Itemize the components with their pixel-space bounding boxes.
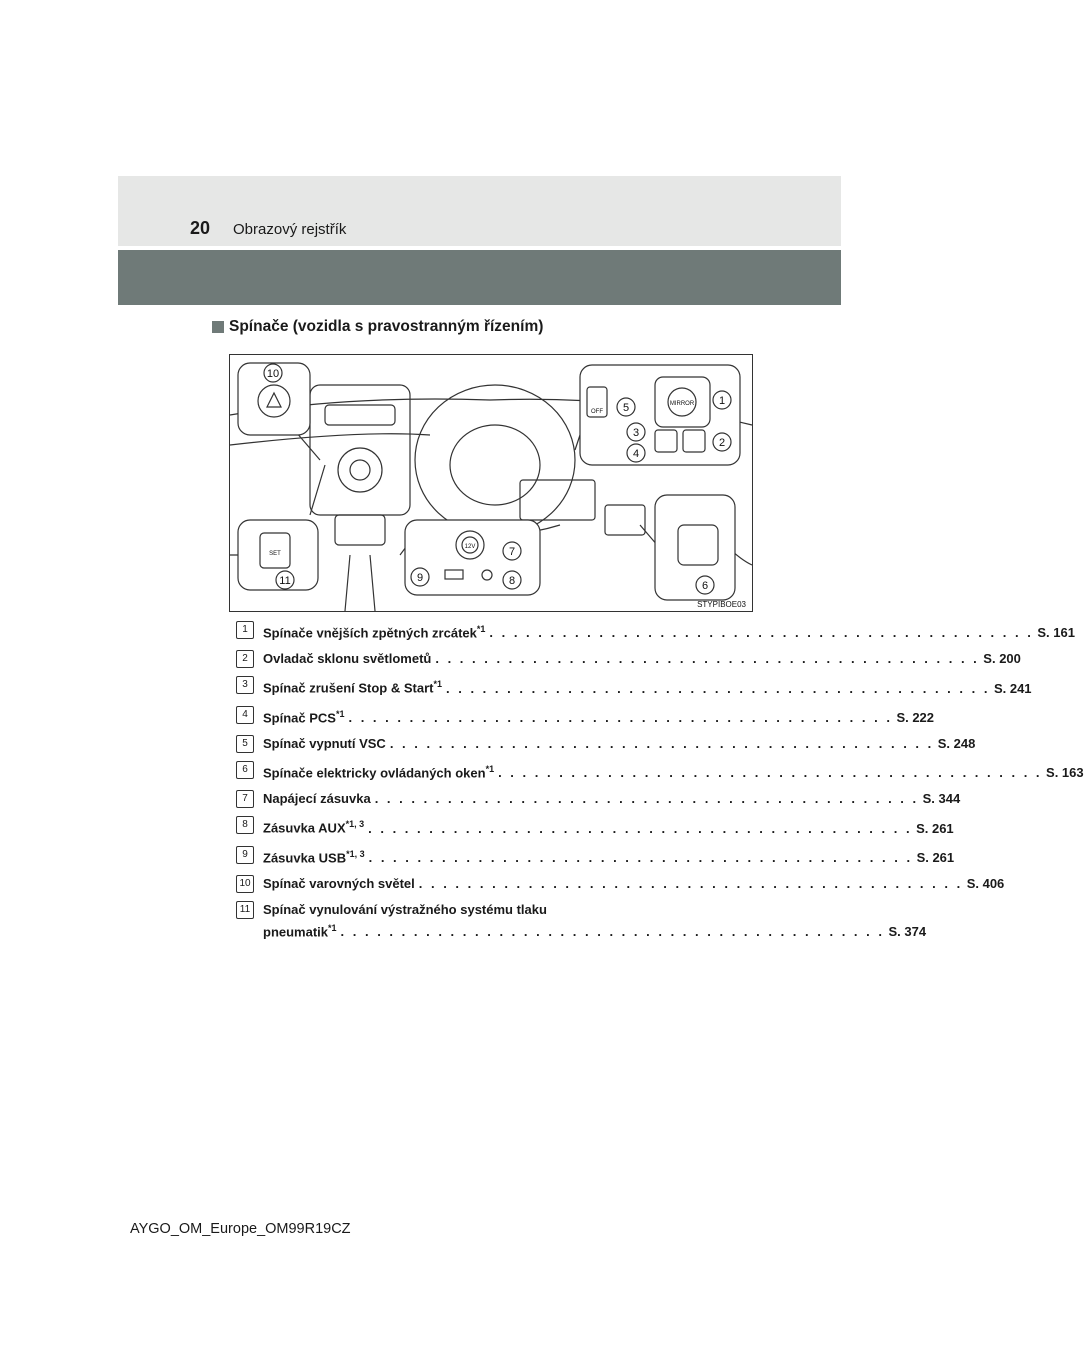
svg-text:10: 10 — [266, 368, 280, 380]
footnote-marker: *1 — [328, 922, 337, 933]
callout-2 — [713, 433, 731, 451]
header-band — [118, 176, 841, 246]
callout-1 — [713, 391, 731, 409]
item-text: Ovladač sklonu světlometů — [263, 651, 432, 667]
page-ref[interactable]: S. 161 — [1037, 625, 1075, 641]
svg-text:11: 11 — [279, 575, 291, 587]
callout-5 — [617, 398, 635, 416]
callout-9 — [411, 568, 429, 586]
callout-8 — [503, 571, 521, 589]
item-number: 4 — [236, 706, 254, 724]
item-text: Spínač PCS — [263, 709, 336, 725]
item-number: 5 — [236, 735, 254, 753]
item-text-continued: pneumatik — [263, 924, 329, 940]
callout-10 — [264, 364, 282, 382]
page-ref[interactable]: S. 344 — [922, 791, 961, 807]
panel-label-socket: 12V — [464, 544, 476, 550]
item-text: Spínač varovných světel — [263, 875, 415, 891]
item-text: Zásuvka USB — [263, 849, 347, 865]
callout-3 — [627, 423, 645, 441]
items-list — [236, 620, 1084, 948]
list-item: 11 Spínač vynulování výstražného systému tlaku pneumatik$^{*1}$ . . . . . . . . . . . . . . . . . . . . . . . . . . . . . . . . . . . . . . . . . . . . . S. 374 — [236, 900, 722, 941]
svg-text:2: 2 — [718, 437, 726, 449]
section-title: Obrazový rejstřík — [233, 221, 347, 238]
list-item: 6 Spínače elektricky ovládaných oken$^{*1}$ . . . . . . . . . . . . . . . . . . . . . . . . . . . . . . . . . . . . . . . . . . . . . S. 163 — [236, 760, 722, 782]
item-number: 6 — [236, 761, 254, 779]
callout-11 — [276, 571, 294, 589]
list-item: 9 Zásuvka USB$^{*1, 3}$ . . . . . . . . . . . . . . . . . . . . . . . . . . . . . . . . . . . . . . . . . . . . . S. 261 — [236, 845, 722, 867]
page-ref[interactable]: S. 406 — [966, 875, 1005, 891]
footnote-marker: *1 — [485, 763, 495, 774]
svg-text:4: 4 — [632, 448, 640, 460]
item-text: Spínač vynulování výstražného systému tlaku — [263, 901, 547, 917]
item-number: 3 — [236, 676, 254, 694]
item-text: Spínač vypnutí VSC — [263, 735, 386, 751]
footnote-marker: *1 — [335, 708, 345, 719]
sub-heading-text: Spínače (vozidla s pravostranným řízením) — [229, 318, 544, 335]
list-item: 1 Spínače vnějších zpětných zrcátek$^{*1}$ . . . . . . . . . . . . . . . . . . . . . . . . . . . . . . . . . . . . . . . . . . . . . S. 161 — [236, 620, 722, 642]
svg-text:8: 8 — [508, 575, 516, 587]
page-ref[interactable]: S. 261 — [916, 849, 955, 865]
sub-heading — [212, 318, 543, 336]
footnote-marker: *1, 3 — [346, 848, 365, 859]
item-text: Spínače elektricky ovládaných oken — [263, 765, 486, 781]
footnote-marker: *1, 3 — [345, 819, 365, 830]
list-item: 7 Napájecí zásuvka . . . . . . . . . . . . . . . . . . . . . . . . . . . . . . . . . . . . . . . . . . . . . S. 344 — [236, 789, 722, 808]
callout-6 — [696, 576, 714, 594]
square-bullet-icon — [212, 321, 224, 333]
item-number: 8 — [236, 816, 254, 834]
list-item: 8 Zásuvka AUX$^{*1, 3}$ . . . . . . . . . . . . . . . . . . . . . . . . . . . . . . . . . . . . . . . . . . . . . S. 261 — [236, 815, 722, 837]
callout-4 — [627, 444, 645, 462]
list-item: 5 Spínač vypnutí VSC . . . . . . . . . . . . . . . . . . . . . . . . . . . . . . . . . . . . . . . . . . . . . S. 248 — [236, 734, 722, 753]
page-ref[interactable]: S. 374 — [888, 924, 927, 940]
footnote-marker: *1 — [433, 679, 442, 690]
item-number: 2 — [236, 650, 254, 668]
page-ref[interactable]: S. 200 — [983, 651, 1021, 667]
item-number: 10 — [236, 875, 254, 893]
panel-label-set: SET — [269, 551, 281, 557]
dashboard-illustration — [229, 354, 753, 612]
page-ref[interactable]: S. 163 — [1046, 765, 1084, 781]
item-number: 9 — [236, 846, 254, 864]
item-text: Spínač zrušení Stop & Start — [263, 680, 434, 696]
item-text: Spínače vnějších zpětných zrcátek — [263, 625, 477, 641]
page-ref[interactable]: S. 248 — [937, 735, 976, 751]
list-item: 3 Spínač zrušení Stop & Start$^{*1}$ . . . . . . . . . . . . . . . . . . . . . . . . . . . . . . . . . . . . . . . . . . . . . S. 241 — [236, 675, 722, 697]
page-ref[interactable]: S. 241 — [993, 680, 1032, 696]
panel-label-off: OFF — [591, 409, 603, 415]
svg-text:6: 6 — [701, 580, 709, 592]
footer-code: AYGO_OM_Europe_OM99R19CZ — [130, 1221, 351, 1237]
svg-text:1: 1 — [718, 395, 726, 407]
item-number: 1 — [236, 621, 254, 639]
item-text: Zásuvka AUX — [263, 820, 346, 836]
svg-text:3: 3 — [632, 427, 640, 439]
svg-text:5: 5 — [622, 402, 630, 414]
page-ref[interactable]: S. 261 — [916, 820, 954, 836]
callout-7 — [503, 542, 521, 560]
item-number: 11 — [236, 901, 254, 919]
footnote-marker: *1 — [476, 624, 486, 634]
section-band — [118, 250, 841, 305]
list-item: 4 Spínač PCS$^{*1}$ . . . . . . . . . . . . . . . . . . . . . . . . . . . . . . . . . . . . . . . . . . . . . S. 222 — [236, 705, 722, 727]
page-ref[interactable]: S. 222 — [896, 709, 935, 725]
list-item: 2 Ovladač sklonu světlometů . . . . . . . . . . . . . . . . . . . . . . . . . . . . . . . . . . . . . . . . . . . . . S. 200 — [236, 649, 722, 668]
list-item: 10 Spínač varovných světel . . . . . . . . . . . . . . . . . . . . . . . . . . . . . . . . . . . . . . . . . . . . . S. 406 — [236, 874, 722, 893]
illustration-code: STYPIBOE03 — [697, 600, 746, 609]
svg-text:7: 7 — [508, 546, 516, 558]
item-number: 7 — [236, 790, 254, 808]
svg-text:9: 9 — [416, 572, 424, 584]
panel-label-mirror: MIRROR — [669, 401, 695, 407]
page-number: 20 — [190, 218, 211, 238]
item-text: Napájecí zásuvka — [263, 791, 371, 807]
